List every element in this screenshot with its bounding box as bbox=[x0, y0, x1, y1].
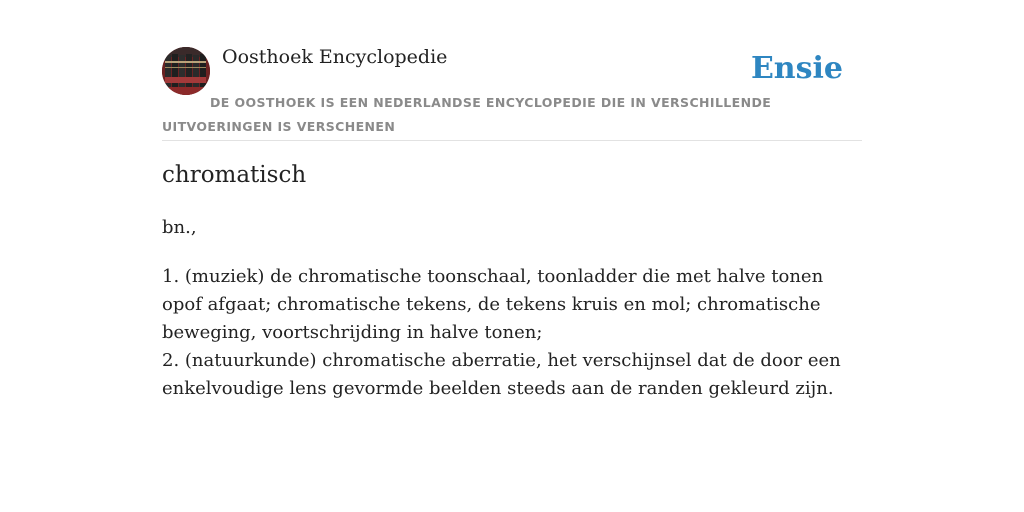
ensie-logo[interactable]: Ensie bbox=[750, 51, 843, 86]
source-name-link[interactable]: Oosthoek Encyclopedie bbox=[222, 46, 448, 68]
source-avatar[interactable] bbox=[162, 47, 210, 95]
source-tagline: DE OOSTHOEK IS EEN NEDERLANDSE ENCYCLOPEDIE DIE IN VERSCHILLENDE UITVOERINGEN IS VERSCHENEN bbox=[162, 95, 772, 134]
part-of-speech: bn., bbox=[162, 217, 197, 238]
definition-item: 1. (muziek) de chromatische toonschaal, toonladder die met halve tonen opof afgaat; chromatische tekens, de tekens kruis en mol; chromatische beweging, voortschrijding in halve tonen; bbox=[162, 266, 824, 343]
entry-title: chromatisch bbox=[162, 162, 307, 188]
entry-definition bbox=[162, 263, 862, 403]
source-header bbox=[162, 0, 862, 141]
encyclopedia-books-icon bbox=[162, 47, 210, 95]
page-container bbox=[162, 0, 862, 399]
definition-item: 2. (natuurkunde) chromatische aberratie, het verschijnsel dat de door een enkelvoudige lens gevormde beelden steeds aan de randen gekleurd zijn. bbox=[162, 350, 841, 399]
